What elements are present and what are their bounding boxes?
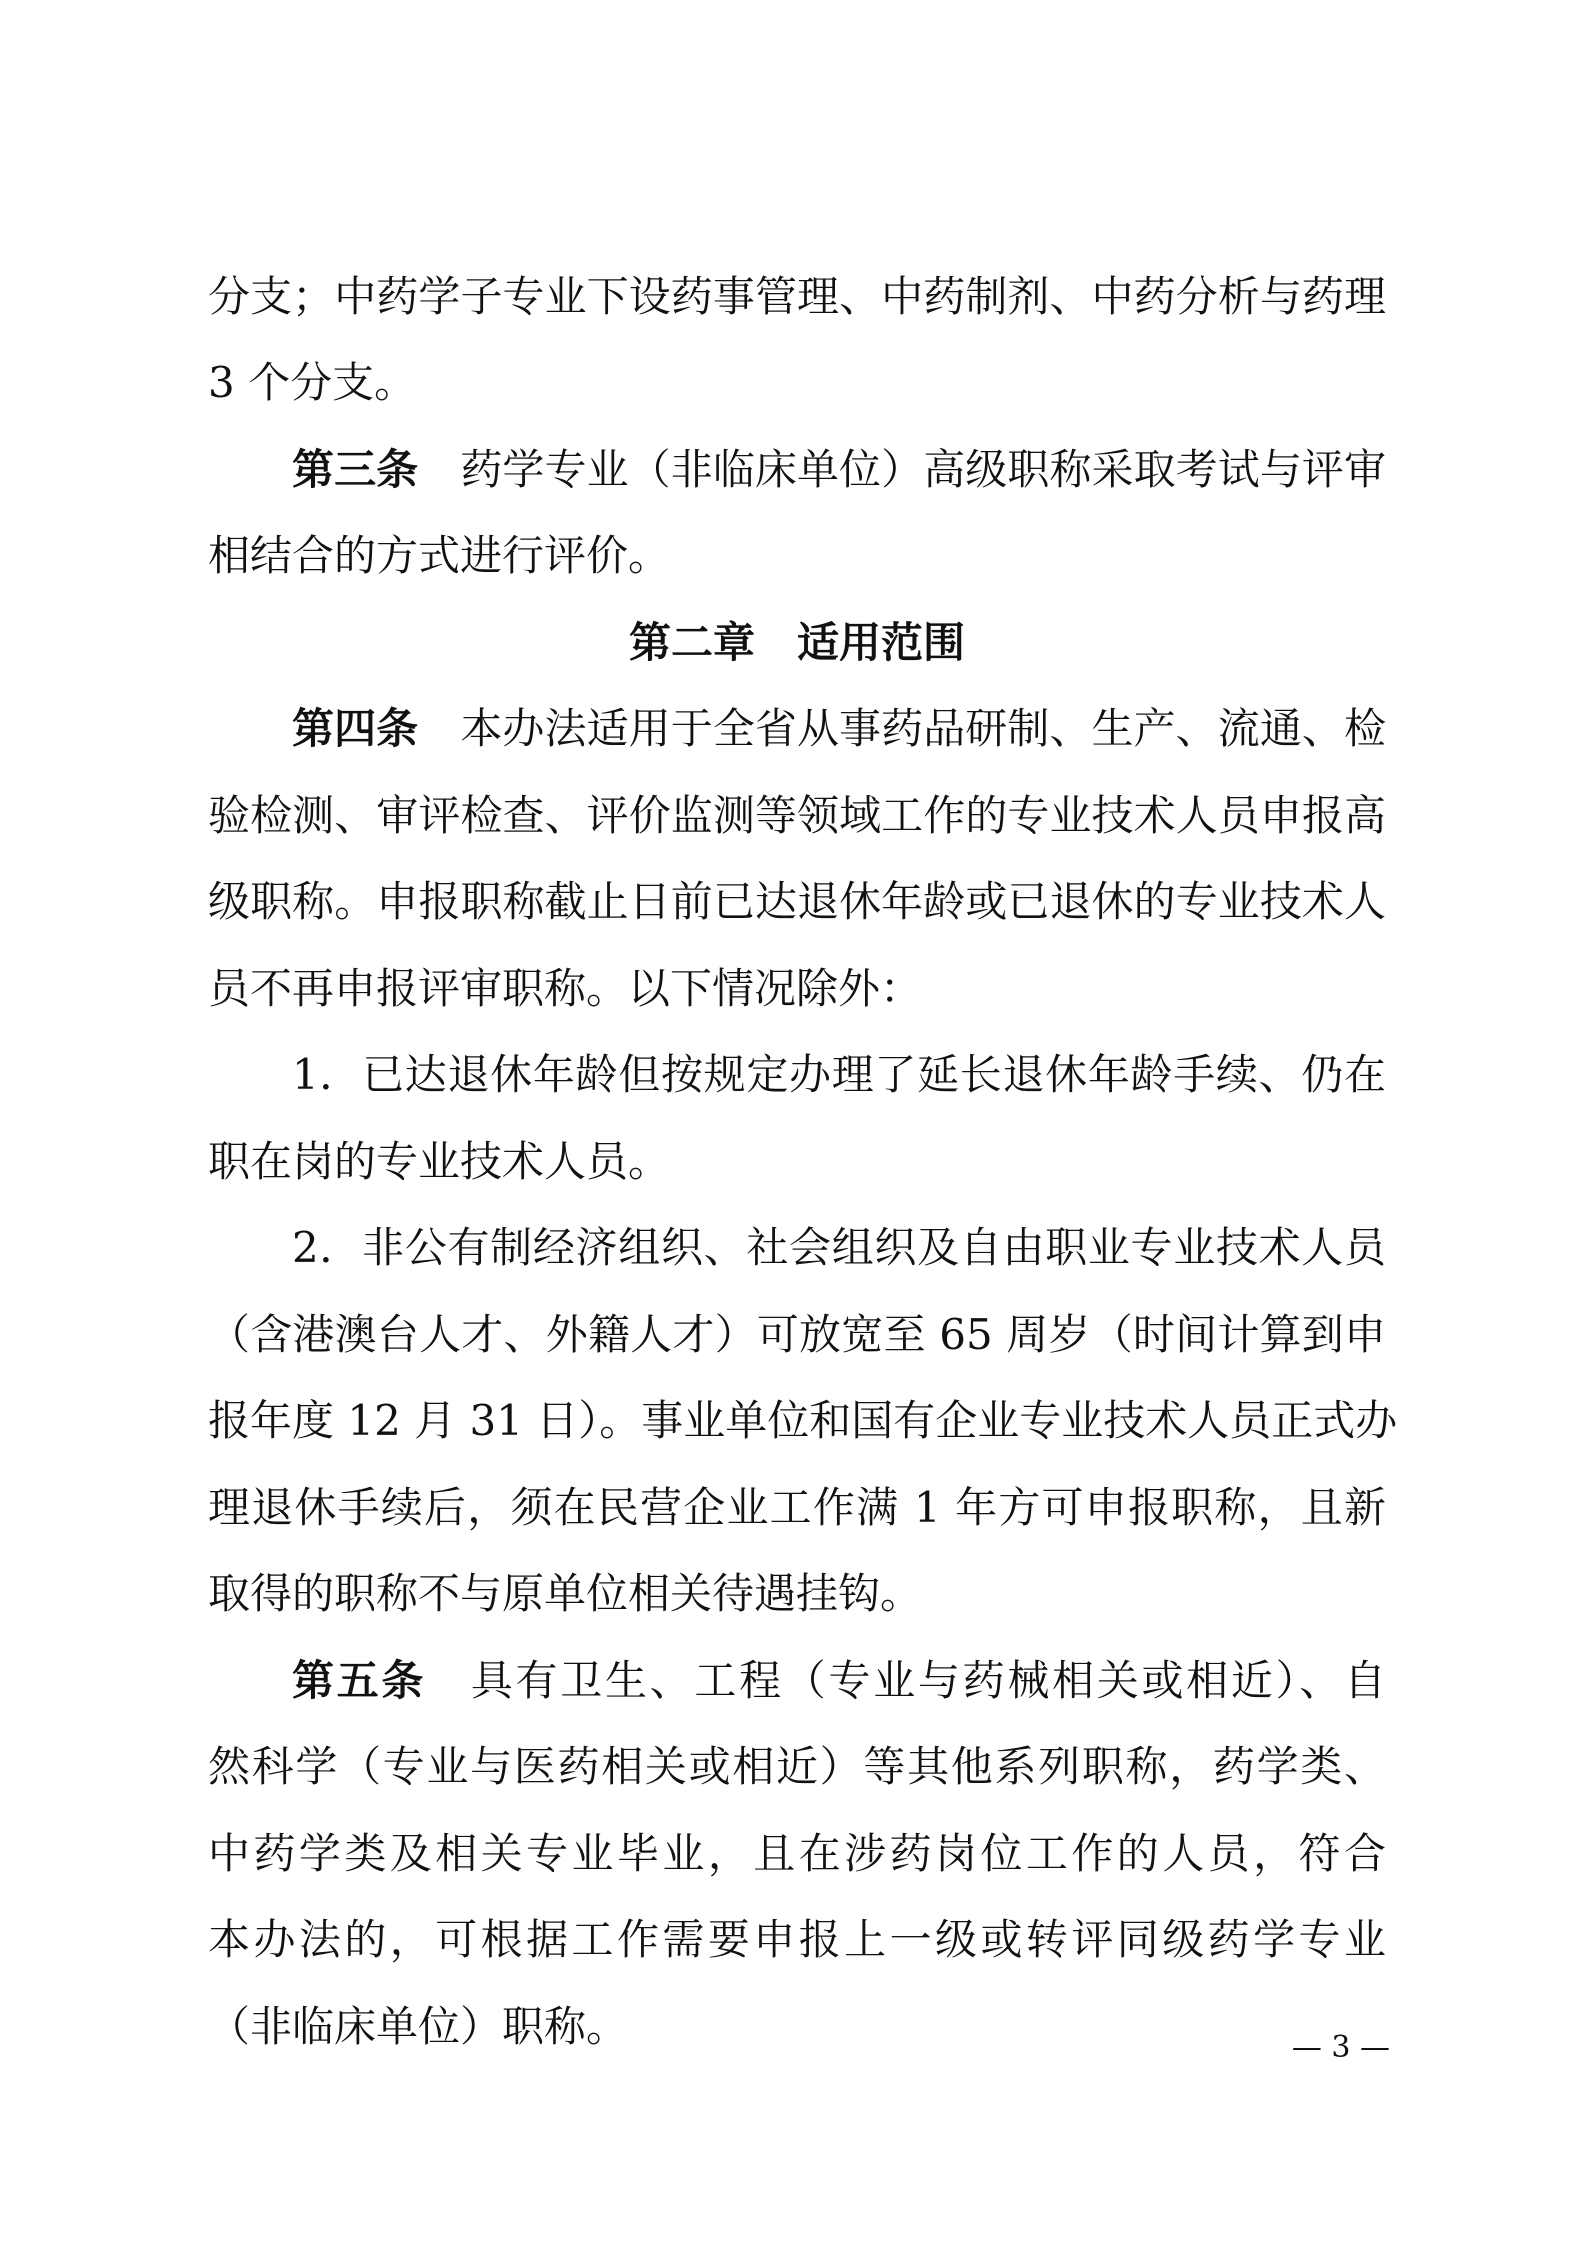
text-line: 中药学类及相关专业毕业，且在涉药岗位工作的人员，符合	[208, 1829, 1386, 1878]
text-line: 然科学（专业与医药相关或相近）等其他系列职称，药学类、	[208, 1742, 1386, 1791]
article-label: 第五条	[292, 1656, 427, 1705]
page-number: — 3 —	[1291, 2030, 1390, 2065]
text-line: 本办法的，可根据工作需要申报上一级或转评同级药学专业	[208, 1915, 1386, 1964]
text-line: （含港澳台人才、外籍人才）可放宽至 65 周岁（时间计算到申	[208, 1310, 1386, 1359]
list-item-line: 2．非公有制经济组织、社会组织及自由职业专业技术人员	[292, 1223, 1386, 1272]
list-item-line: 1．已达退休年龄但按规定办理了延长退休年龄手续、仍在	[292, 1050, 1386, 1099]
text-line: （非临床单位）职称。	[208, 2002, 629, 2051]
chapter-heading: 第二章 适用范围	[628, 618, 965, 667]
article-label: 第三条	[292, 445, 419, 494]
article-text: 具有卫生、工程（专业与药械相关或相近）、自	[470, 1656, 1386, 1705]
text-line: 验检测、审评检查、评价监测等领域工作的专业技术人员申报高	[208, 791, 1386, 840]
text-line: 报年度 12 月 31 日）。事业单位和国有企业专业技术人员正式办	[208, 1396, 1398, 1445]
text-line: 级职称。申报职称截止日前已达退休年龄或已退休的专业技术人	[208, 877, 1386, 926]
article-4-line	[208, 686, 1386, 772]
text-line: 分支；中药学子专业下设药事管理、中药制剂、中药分析与药理	[208, 272, 1386, 321]
text-line: 理退休手续后，须在民营企业工作满 1 年方可申报职称，且新	[208, 1483, 1386, 1532]
text-line: 取得的职称不与原单位相关待遇挂钩。	[208, 1569, 923, 1618]
article-text: 本办法适用于全省从事药品研制、生产、流通、检	[460, 704, 1386, 753]
text-line: 职在岗的专业技术人员。	[208, 1137, 671, 1186]
text-line: 员不再申报评审职称。以下情况除外：	[208, 964, 923, 1013]
article-label: 第四条	[292, 704, 419, 753]
article-text: 药学专业（非临床单位）高级职称采取考试与评审	[460, 445, 1386, 494]
text-line: 3 个分支。	[208, 358, 417, 407]
article-5-line	[208, 1638, 1386, 1724]
article-3-line	[208, 427, 1386, 513]
text-line: 相结合的方式进行评价。	[208, 531, 671, 580]
